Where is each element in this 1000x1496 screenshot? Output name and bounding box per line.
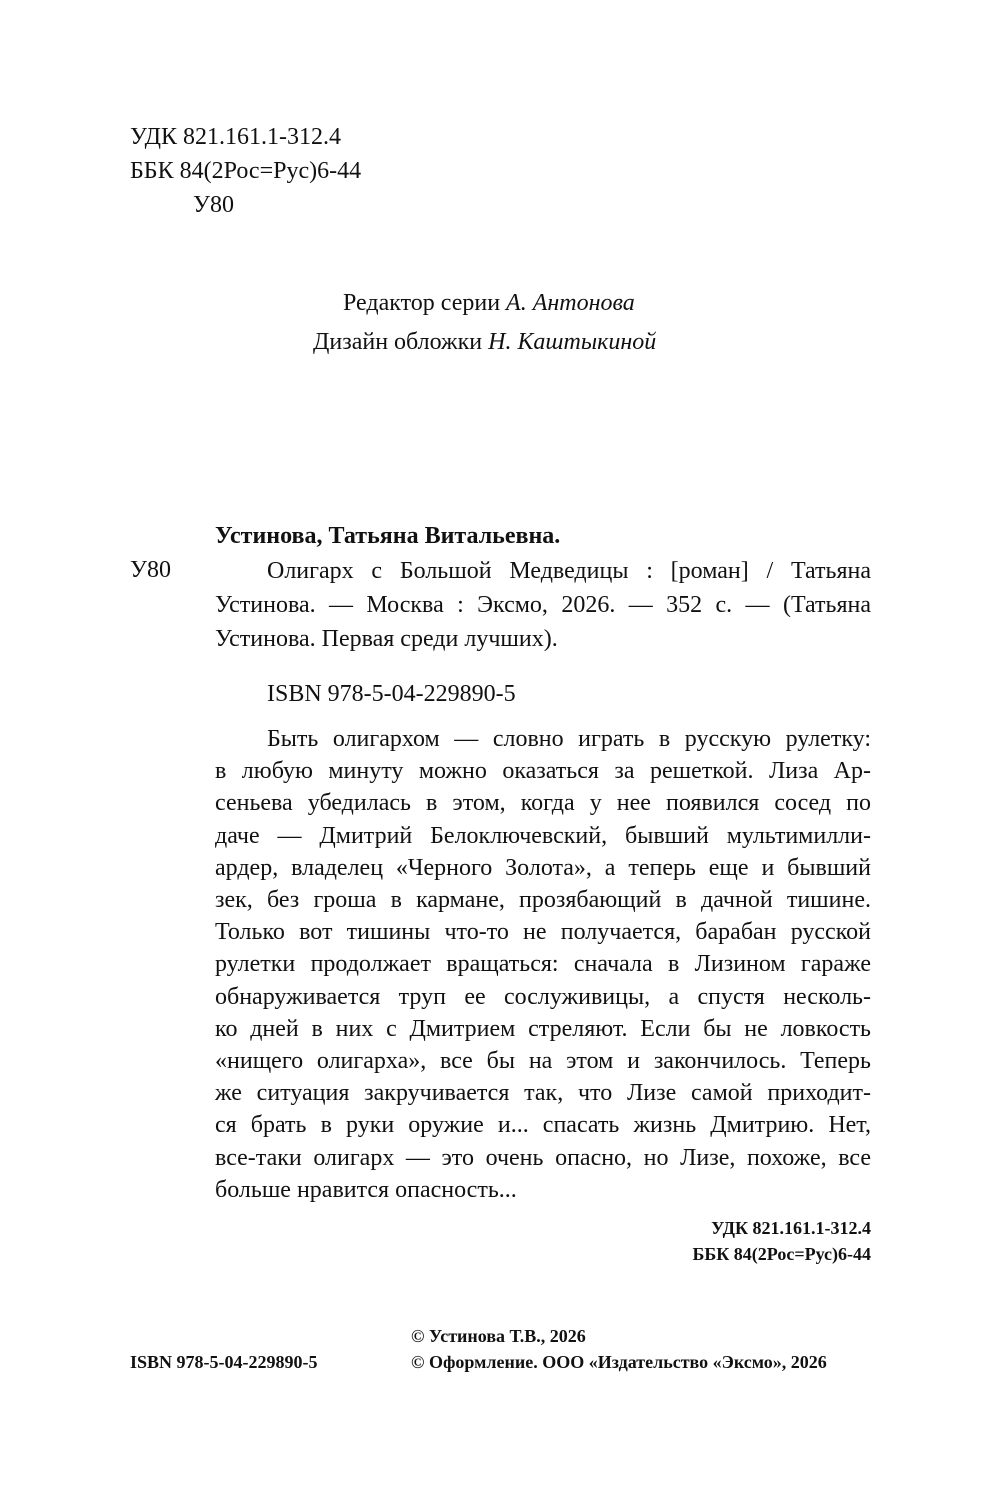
annotation-line: все-таки олигарх — это очень опасно, но Лизе, похоже, все — [215, 1144, 871, 1171]
description-line: Устинова. Первая среди лучших). — [215, 626, 558, 652]
annotation-line: ко дней в них с Дмитрием стреляют. Если бы не ловкость — [215, 1015, 871, 1042]
author-heading: Устинова, Татьяна Витальевна. — [215, 523, 561, 549]
series-editor-credit — [343, 287, 635, 319]
annotation-line: обнаруживается труп ее сослуживицы, а спустя несколь- — [215, 983, 871, 1010]
header-bbk: ББК 84(2Рос=Рус)6-44 — [130, 158, 362, 184]
copyright-author: © Устинова Т.В., 2026 — [411, 1326, 586, 1346]
description-line: Устинова. — Москва : Эксмо, 2026. — 352 с. — (Татьяна — [215, 592, 871, 618]
description-line: Олигарх с Большой Медведицы : [роман] / Татьяна — [267, 558, 871, 584]
annotation-line: сеньева убедилась в этом, когда у нее появился сосед по — [215, 790, 871, 817]
classification-bbk: ББК 84(2Рос=Рус)6-44 — [692, 1244, 871, 1264]
annotation-line: в любую минуту можно оказаться за решеткой. Лиза Ар- — [215, 758, 871, 785]
annotation-line: «нищего олигарха», все бы на этом и закончилось. Теперь — [215, 1048, 871, 1075]
bibliographic-description — [215, 554, 871, 656]
cover-design-label: Дизайн обложки — [313, 329, 483, 355]
series-editor-label: Редактор серии — [343, 290, 501, 316]
header-author-sign: У80 — [193, 192, 234, 218]
series-editor-name: А. Антонова — [506, 290, 635, 316]
annotation-line: Только вот тишины что-то не получается, барабан русской — [215, 919, 871, 946]
annotation — [215, 723, 871, 1206]
annotation-line: даче — Дмитрий Белоключевский, бывший мультимилли- — [215, 822, 871, 849]
annotation-line: зек, без гроша в кармане, прозябающий в дачной тишине. — [215, 887, 871, 914]
annotation-line: рулетки продолжает вращаться: сначала в Лизином гараже — [215, 951, 871, 978]
entry-author-sign: У80 — [130, 557, 171, 583]
annotation-line: ся брать в руки оружие и... спасать жизнь Дмитрию. Нет, — [215, 1112, 871, 1139]
header-udk: УДК 821.161.1-312.4 — [130, 124, 341, 150]
annotation-line: Быть олигархом — словно играть в русскую рулетку: — [267, 726, 871, 752]
annotation-line: же ситуация закручивается так, что Лизе самой приходит- — [215, 1080, 871, 1107]
annotation-line: больше нравится опасность... — [215, 1176, 517, 1203]
cover-design-name: Н. Каштыкиной — [488, 329, 657, 355]
footer-isbn: ISBN 978-5-04-229890-5 — [130, 1352, 318, 1372]
cover-design-credit — [313, 326, 656, 358]
copyright-design: © Оформление. ООО «Издательство «Эксмо», 2026 — [411, 1352, 827, 1372]
annotation-line: ардер, владелец «Черного Золота», а теперь еще и бывший — [215, 854, 871, 881]
classification-udk: УДК 821.161.1-312.4 — [711, 1218, 871, 1238]
entry-isbn: ISBN 978-5-04-229890-5 — [267, 681, 516, 707]
